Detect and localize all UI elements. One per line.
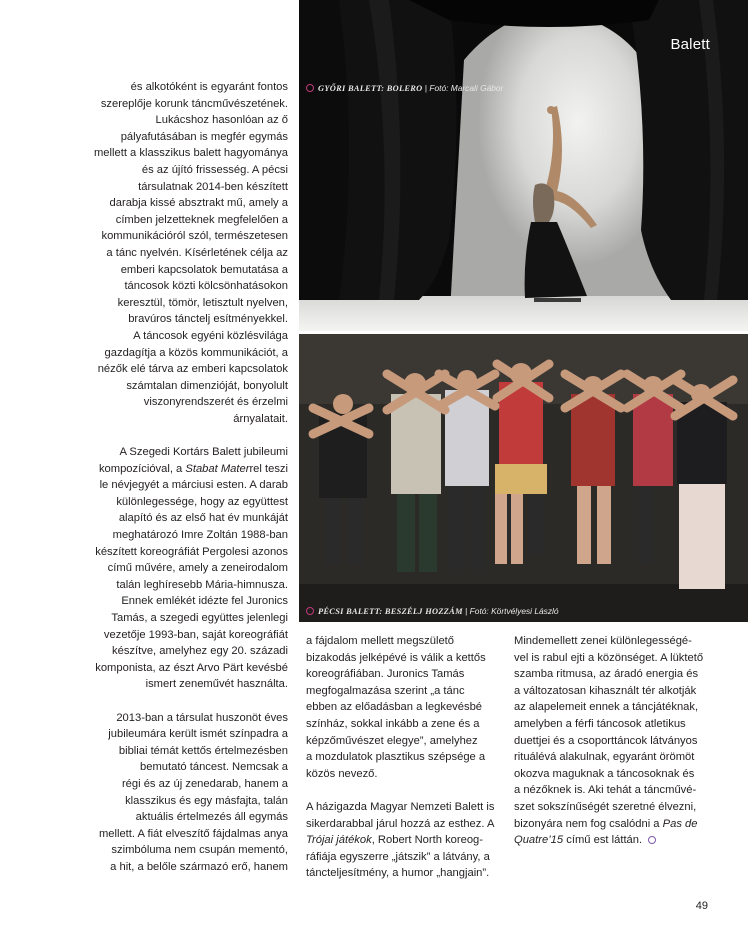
caption-separator: |	[465, 606, 468, 616]
work-title: Stabat Mater	[185, 462, 250, 475]
caption-title: GYŐRI BALETT: BOLERO	[318, 84, 423, 93]
caption-bullet-icon	[306, 84, 314, 92]
paragraph: A házigazda Magyar Nemzeti Balett is sikerdarabbal járul hozzá az esthez. A Trójai játékok, Robert North koreog- ráfiája egyszerre „játszik” a látvány, a táncteljesítmény, a humor „hangjain”.	[306, 800, 495, 880]
section-label: Balett	[670, 36, 710, 53]
work-title: Trójai játékok	[306, 834, 372, 847]
beszelj-hozzam-photo-caption	[306, 606, 559, 616]
caption-bullet-icon	[306, 607, 314, 615]
article-column-2	[306, 633, 511, 882]
caption-separator: |	[424, 83, 428, 93]
work-title: Pas de Quatre’15	[514, 817, 698, 847]
caption-credit: Fotó: Marcali Gábor	[429, 83, 504, 93]
paragraph: a fájdalom mellett megszülető bizakodás jelképévé is válik a kettős koreográfiában. Juronics Tamás megfogalmazása szerint „a tánc ebben az előadásban a legkevésbé színház, sokkal inkább a zene és a képzőművészet elegye”, amelyhez a mozdulatok plasztikus szépsége a közös nevező.	[306, 635, 486, 780]
article-column-1	[58, 79, 288, 876]
page-number: 49	[695, 900, 708, 912]
paragraph: Mindemellett zenei különlegességé- vel is rabul ejti a közönséget. A lüktető szamba ritmusa, az áradó energia és a változatosan kihasznált tér alkotják az alapelemeit ennek a táncjátéknak, amelyben a férfi táncosok atletikus duettjei és a csoporttáncok látványos rituálévá alakulnak, egyaránt örömöt okozva maguknak a táncosoknak és a nézőknek is. Aki tehát a táncművé- szet sokszínűségét szeretné élvezni, bizonyára nem fog csalódni a Pas de Quatre’15 című est láttán.	[514, 635, 704, 847]
paragraph: 2013-ban a társulat huszonöt éves jubileumára került ismét színpadra a bibliai témát kettős értelmezésben bemutató táncest. Nemcsak a régi és az új zenedarab, hanem a klasszikus és egy másfajta, talán aktuális értelmezés áll egymás mellett. A fiát elveszítő fájdalmas anya szimbóluma nem csupán mementó, a hit, a belőle származó erő, hanem	[98, 711, 288, 873]
paragraph: és alkotóként is egyaránt fontos szereplője korunk táncművészetének. Lukácshoz hasonlóan az ő pályafutásában is megfér egymás mellett a klasszikus balett hagyománya és az újító frissesség. A pécsi társulatnak 2014-ben készített darabja kissé absztrakt mű, amely a címben jelzetteknek megfelelően a kommunikációról szól, természetesen a tánc nyelvén. Kísérletének célja az emberi kapcsolatok bemutatása a táncosok közti kölcsönhatásokon keresztül, tömör, letisztult nyelven, bravúros tánctelj esítményekkel. A táncosok egyéni közlésvilága gazdagítja a közös kommunikációt, a nézők elé tárva az emberi kapcsolatok számtalan dimenzióját, bonyolult viszonyrendszerét és érzelmi árnyalatait.	[93, 81, 288, 425]
end-of-article-icon	[648, 836, 656, 844]
bolero-photo-caption	[306, 83, 503, 93]
article-column-3	[514, 633, 719, 849]
caption-title: PÉCSI BALETT: BESZÉLJ HOZZÁM	[318, 607, 463, 616]
caption-credit: Fotó: Körtvélyesi László	[469, 606, 559, 616]
paragraph: A Szegedi Kortárs Balett jubileumi kompozícióval, a Stabat Materrel teszi le névjegyét a márciusi esten. A darab különlegessége, hogy az együttest alapító és az első hat év munkáját meghatározó Imre Zoltán 1988-ban készített koreográfiát Pergolesi azonos című művére, amely a zeneirodalom talán leghíresebb Mária-himnusza. Ennek emlékét idézte fel Juronics Tamás, a szegedi együttes jelenlegi vezetője 1993-ban, saját koreográfiát készítve, amelyhez egy 20. századi komponista, az észt Arvo Pärt kevésbé ismert zeneművét használta.	[95, 446, 288, 691]
beszelj-hozzam-photo	[299, 334, 748, 622]
